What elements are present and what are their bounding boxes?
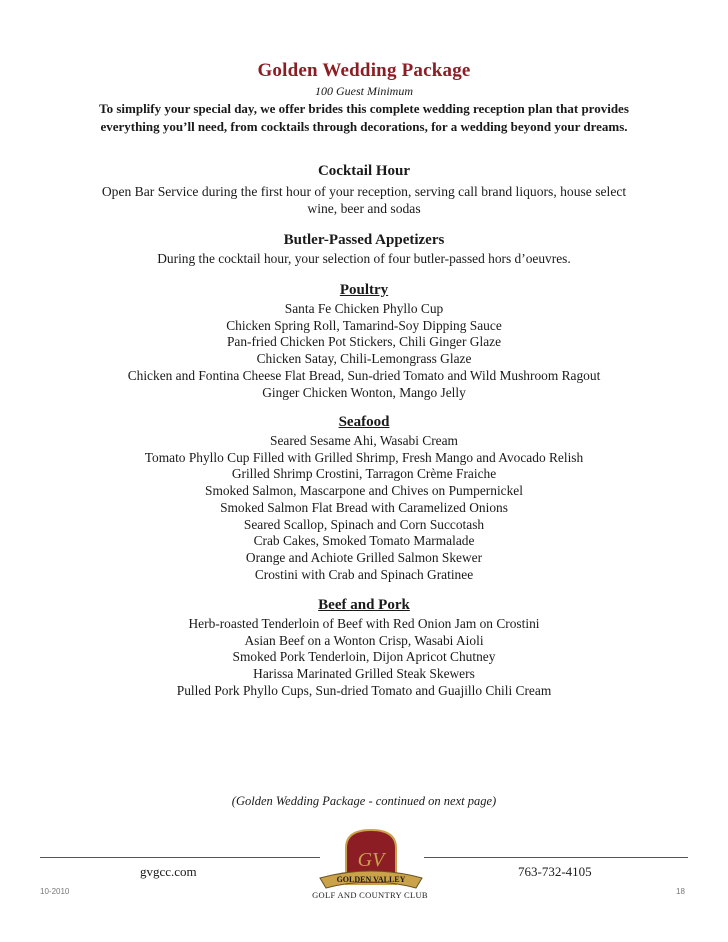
section-heading-cocktail: Cocktail Hour <box>317 163 411 179</box>
footer-rule-right <box>424 857 688 858</box>
list-item: Herb-roasted Tenderloin of Beef with Red Onion Jam on Crostini <box>188 616 540 631</box>
list-item: Smoked Salmon Flat Bread with Caramelized Onions <box>220 499 508 515</box>
list-item: Santa Fe Chicken Phyllo Cup <box>284 301 444 316</box>
list-item: Tomato Phyllo Cup Filled with Grilled Shrimp, Fresh Mango and Avocado Relish <box>144 449 584 465</box>
section-heading-appetizers: Butler-Passed Appetizers <box>283 232 445 248</box>
continued-note: (Golden Wedding Package - continued on next page) <box>231 794 497 808</box>
guest-minimum: 100 Guest Minimum <box>315 84 413 98</box>
cocktail-description <box>0 184 728 217</box>
list-item: Chicken Satay, Chili-Lemongrass Glaze <box>256 351 472 367</box>
intro-line: everything you’ll need, from cocktails through decorations, for a wedding beyond your dreams. <box>100 119 628 134</box>
list-item: Harissa Marinated Grilled Steak Skewers <box>253 666 475 682</box>
cocktail-line: Open Bar Service during the first hour of your reception, serving call brand liquors, house select <box>101 184 627 199</box>
list-item: Chicken Spring Roll, Tamarind-Soy Dipping Sauce <box>226 317 502 333</box>
section-heading-beef-pork: Beef and Pork <box>318 597 410 613</box>
footer-rule-left <box>40 857 320 858</box>
list-item: Crostini with Crab and Spinach Gratinee <box>254 566 474 582</box>
logo-banner-text: GOLDEN VALLEY <box>336 875 406 884</box>
list-item: Orange and Achiote Grilled Salmon Skewer <box>245 549 483 565</box>
intro-paragraph <box>80 100 648 136</box>
section-heading-seafood: Seafood <box>338 414 390 430</box>
poultry-list <box>0 301 728 401</box>
logo-monogram: GV <box>357 849 385 871</box>
intro-line: To simplify your special day, we offer brides this complete wedding reception plan that provides <box>99 101 629 116</box>
phone-number: 763-732-4105 <box>518 864 592 879</box>
page-number: 18 <box>676 887 685 896</box>
list-item: Smoked Salmon, Mascarpone and Chives on Pumpernickel <box>205 483 523 499</box>
list-item: Seared Sesame Ahi, Wasabi Cream <box>270 433 458 448</box>
list-item: Smoked Pork Tenderloin, Dijon Apricot Chutney <box>232 649 496 665</box>
list-item: Pan-fried Chicken Pot Stickers, Chili Ginger Glaze <box>226 334 502 350</box>
seafood-list <box>0 433 728 583</box>
cocktail-line: wine, beer and sodas <box>307 200 421 216</box>
list-item: Chicken and Fontina Cheese Flat Bread, Sun-dried Tomato and Wild Mushroom Ragout <box>127 367 601 383</box>
logo-caption: GOLF AND COUNTRY CLUB <box>312 890 428 900</box>
date-code: 10-2010 <box>40 887 70 896</box>
list-item: Ginger Chicken Wonton, Mango Jelly <box>262 384 466 400</box>
list-item: Asian Beef on a Wonton Crisp, Wasabi Aioli <box>244 632 484 648</box>
website-link[interactable]: gvgcc.com <box>140 864 197 879</box>
list-item: Seared Scallop, Spinach and Corn Succotash <box>243 516 485 532</box>
list-item: Crab Cakes, Smoked Tomato Marmalade <box>253 533 475 549</box>
list-item: Pulled Pork Phyllo Cups, Sun-dried Tomato and Guajillo Chili Cream <box>176 682 552 698</box>
section-heading-poultry: Poultry <box>339 282 389 298</box>
appetizers-description: During the cocktail hour, your selection of four butler-passed hors d’oeuvres. <box>157 251 571 266</box>
page-title: Golden Wedding Package <box>257 60 471 81</box>
list-item: Grilled Shrimp Crostini, Tarragon Crème Fraiche <box>231 466 497 482</box>
beef-pork-list <box>0 616 728 700</box>
